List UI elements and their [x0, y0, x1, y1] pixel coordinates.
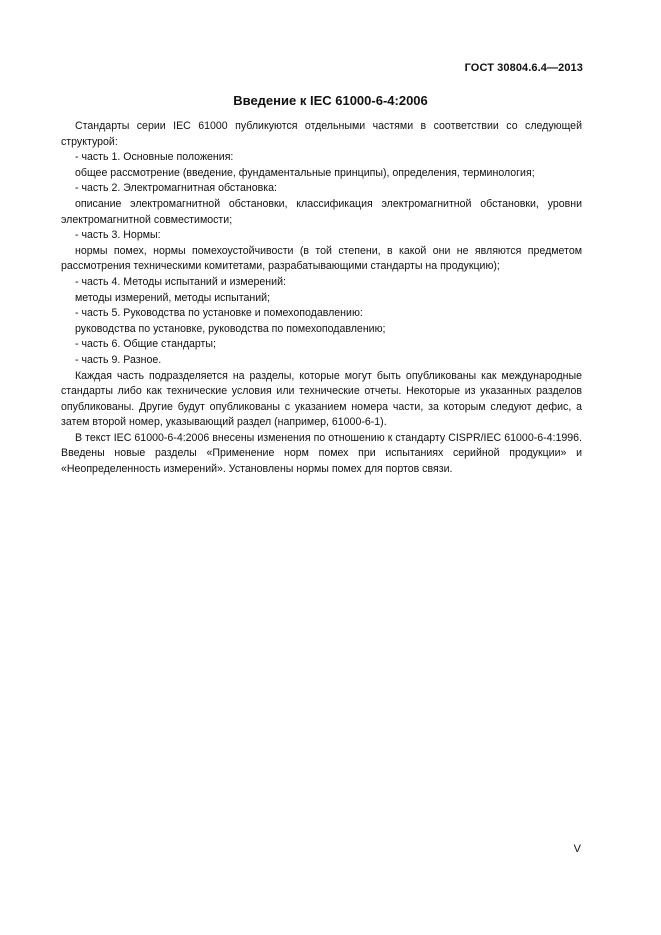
paragraph: нормы помех, нормы помехоустойчивости (в той степени, в какой они не являются предметом рассмотрения техническими комитетами, разрабатывающими стандарты на продукцию); [61, 244, 582, 273]
paragraph: - часть 3. Нормы: [75, 229, 161, 242]
paragraph: - часть 4. Методы испытаний и измерений: [75, 275, 286, 288]
paragraph: Стандарты серии IEC 61000 публикуются отдельными частями в соответствии со следующей структурой: [61, 120, 582, 148]
paragraph: общее рассмотрение (введение, фундаментальные принципы), определения, терминология; [75, 166, 535, 179]
paragraph: - часть 5. Руководства по установке и помехоподавлению: [75, 307, 363, 320]
paragraph: Каждая часть подразделяется на разделы, которые могут быть опубликованы как международные стандарты либо как технические условия или технические отчеты. Некоторые из указанных разделов опубликованы. Другие будут опубликованы с указанием номера части, за которым следуют дефис, а затем второй номер, указывающий раздел (например, 61000-6-1). [61, 369, 582, 429]
paragraph: В текст IEC 61000-6-4:2006 внесены изменения по отношению к стандарту CISPR/IEC 61000-6-4:1996. Введены новые разделы «Применение норм помех при испытаниях серийной продукции» и «Неопределенность измерений». Установлены нормы помех для портов связи. [61, 431, 582, 476]
paragraph: - часть 9. Разное. [75, 353, 162, 366]
paragraph: методы измерений, методы испытаний; [75, 291, 271, 304]
paragraph: - часть 1. Основные положения: [75, 151, 234, 164]
section-title: Введение к IEC 61000-6-4:2006 [233, 93, 428, 108]
body-text [61, 119, 582, 478]
paragraph: - часть 6. Общие стандарты; [75, 338, 216, 351]
document-header-standard-number: ГОСТ 30804.6.4—2013 [464, 62, 583, 74]
paragraph: руководства по установке, руководства по помехоподавлению; [75, 322, 386, 335]
paragraph: описание электромагнитной обстановки, классификация электромагнитной обстановки, уровни электромагнитной совместимости; [61, 197, 582, 226]
page-number: V [573, 843, 581, 855]
paragraph: - часть 2. Электромагнитная обстановка: [75, 182, 277, 195]
